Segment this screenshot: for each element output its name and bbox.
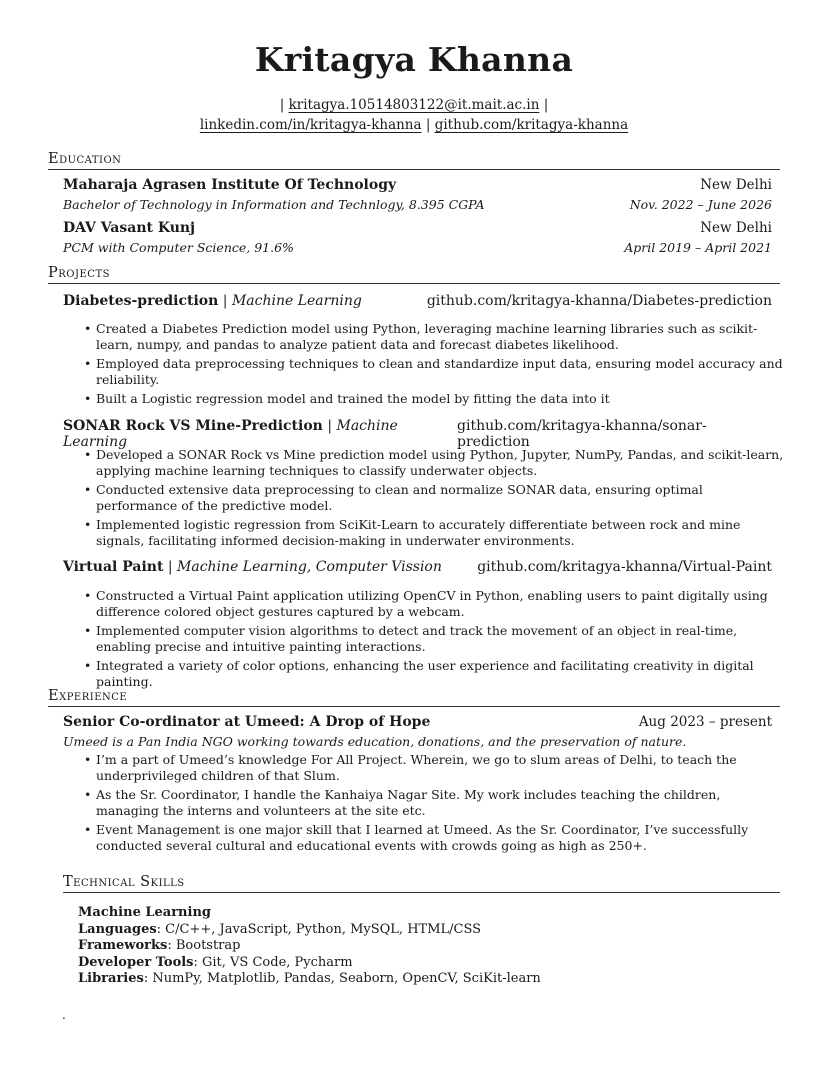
list-item: • Implemented logistic regression from SciKit-Learn to accurately differentiate between rock and mine signals, facilitating informed decision-making in underwater environments. bbox=[84, 517, 784, 549]
project-link[interactable]: github.com/kritagya-khanna/Diabetes-prediction bbox=[426, 293, 772, 309]
experience-role: Senior Co-ordinator at Umeed: A Drop of Hope bbox=[63, 714, 431, 730]
list-item: • Built a Logistic regression model and trained the model by fitting the data into it bbox=[84, 391, 784, 407]
school-name: DAV Vasant Kunj bbox=[63, 220, 196, 236]
section-title-skills: Technical Skills bbox=[63, 874, 780, 893]
skills-value: : Git, VS Code, Pycharm bbox=[193, 954, 353, 970]
footer-mark: . bbox=[62, 1008, 66, 1022]
project-tech: Machine Learning bbox=[63, 418, 398, 450]
list-item: • Created a Diabetes Prediction model using Python, leveraging machine learning libraries such as scikit-learn, numpy, and pandas to analyze patient data and forecast diabetes likelihood. bbox=[84, 321, 784, 353]
school-location: New Delhi bbox=[700, 220, 772, 236]
skills-row bbox=[78, 922, 778, 939]
experience-head bbox=[63, 714, 772, 730]
separator: | bbox=[327, 418, 333, 434]
section-title-projects: Projects bbox=[48, 265, 780, 284]
github-link[interactable]: github.com/kritagya-khanna bbox=[434, 117, 629, 133]
section-title-experience: Experience bbox=[48, 688, 780, 707]
project-1-bullets bbox=[84, 321, 784, 410]
separator: | bbox=[543, 97, 549, 113]
skills-label: Libraries bbox=[78, 971, 144, 986]
education-dates: Nov. 2022 – June 2026 bbox=[629, 197, 772, 212]
separator: | bbox=[279, 97, 285, 113]
skills-heading: Machine Learning bbox=[78, 905, 211, 920]
contact-line-2 bbox=[0, 116, 828, 135]
project-link[interactable]: github.com/kritagya-khanna/Virtual-Paint bbox=[477, 559, 772, 575]
resume-name: Kritagya Khanna bbox=[254, 40, 574, 79]
education-entry-1-head bbox=[63, 177, 772, 193]
skills-row bbox=[78, 938, 778, 955]
skills-value: : Bootstrap bbox=[167, 938, 241, 953]
degree: Bachelor of Technology in Information and Technlogy, 8.395 CGPA bbox=[63, 197, 485, 212]
skills-row bbox=[78, 955, 778, 972]
separator: | bbox=[222, 293, 228, 309]
skills-value: : NumPy, Matplotlib, Pandas, Seaborn, OpenCV, SciKit-learn bbox=[143, 971, 541, 986]
separator: | bbox=[425, 117, 431, 133]
list-item: • As the Sr. Coordinator, I handle the Kanhaiya Nagar Site. My work includes teaching the children, managing the interns and volunteers at the site etc. bbox=[84, 787, 784, 819]
list-item: • Integrated a variety of color options, enhancing the user experience and facilitating creativity in digital painting. bbox=[84, 658, 784, 690]
experience-dates: Aug 2023 – present bbox=[638, 714, 772, 730]
school-name: Maharaja Agrasen Institute Of Technology bbox=[63, 177, 397, 193]
skills-block bbox=[78, 905, 778, 988]
linkedin-link[interactable]: linkedin.com/in/kritagya-khanna bbox=[199, 117, 422, 133]
project-3-head bbox=[63, 559, 772, 575]
contact-line-1 bbox=[0, 96, 828, 115]
section-title-education: Education bbox=[48, 151, 780, 170]
education-entry-1-sub bbox=[63, 197, 772, 212]
project-tech: Machine Learning bbox=[231, 293, 362, 309]
skills-row bbox=[78, 971, 778, 988]
project-2-bullets bbox=[84, 447, 784, 552]
skills-label: Developer Tools bbox=[78, 954, 194, 970]
project-tech: Machine Learning, Computer Vission bbox=[177, 559, 442, 575]
skills-value: : C/C++, JavaScript, Python, MySQL, HTML/CSS bbox=[156, 921, 482, 937]
project-3-bullets bbox=[84, 588, 784, 693]
school-location: New Delhi bbox=[700, 177, 772, 193]
list-item: • Implemented computer vision algorithms to detect and track the movement of an object in real-time, enabling precise and intuitive painting interactions. bbox=[84, 623, 784, 655]
skills-label: Languages bbox=[78, 921, 157, 937]
project-name: Diabetes-prediction bbox=[63, 293, 219, 309]
education-entry-2-head bbox=[63, 220, 772, 236]
project-name: SONAR Rock VS Mine-Prediction bbox=[63, 418, 323, 434]
project-2-head bbox=[63, 418, 772, 450]
list-item: • Event Management is one major skill that I learned at Umeed. As the Sr. Coordinator, I’ve successfully conducted several cultural and educational events with crowds going as high as 250+. bbox=[84, 822, 784, 854]
list-item: • Developed a SONAR Rock vs Mine prediction model using Python, Jupyter, NumPy, Pandas, and scikit-learn, applying machine learning techniques to classify underwater objects. bbox=[84, 447, 784, 479]
email-link[interactable]: kritagya.10514803122@it.mait.ac.in bbox=[288, 97, 540, 113]
list-item: • I’m a part of Umeed’s knowledge For All Project. Wherein, we go to slum areas of Delhi, to teach the underprivileged children of that Slum. bbox=[84, 752, 784, 784]
list-item: • Conducted extensive data preprocessing to clean and normalize SONAR data, ensuring optimal performance of the predictive model. bbox=[84, 482, 784, 514]
experience-bullets bbox=[84, 752, 784, 857]
project-1-head bbox=[63, 293, 772, 309]
project-name: Virtual Paint bbox=[63, 559, 164, 575]
education-dates: April 2019 – April 2021 bbox=[624, 240, 772, 255]
degree: PCM with Computer Science, 91.6% bbox=[63, 240, 294, 255]
education-entry-2-sub bbox=[63, 240, 772, 255]
list-item: • Employed data preprocessing techniques to clean and standardize input data, ensuring model accuracy and reliability. bbox=[84, 356, 784, 388]
separator: | bbox=[167, 559, 173, 575]
list-item: • Constructed a Virtual Paint application utilizing OpenCV in Python, enabling users to paint digitally using difference colored object gestures captured by a webcam. bbox=[84, 588, 784, 620]
skills-label: Frameworks bbox=[78, 938, 168, 953]
project-link[interactable]: github.com/kritagya-khanna/sonar-prediction bbox=[457, 418, 707, 450]
experience-description: Umeed is a Pan India NGO working towards education, donations, and the preservation of nature. bbox=[63, 734, 687, 749]
